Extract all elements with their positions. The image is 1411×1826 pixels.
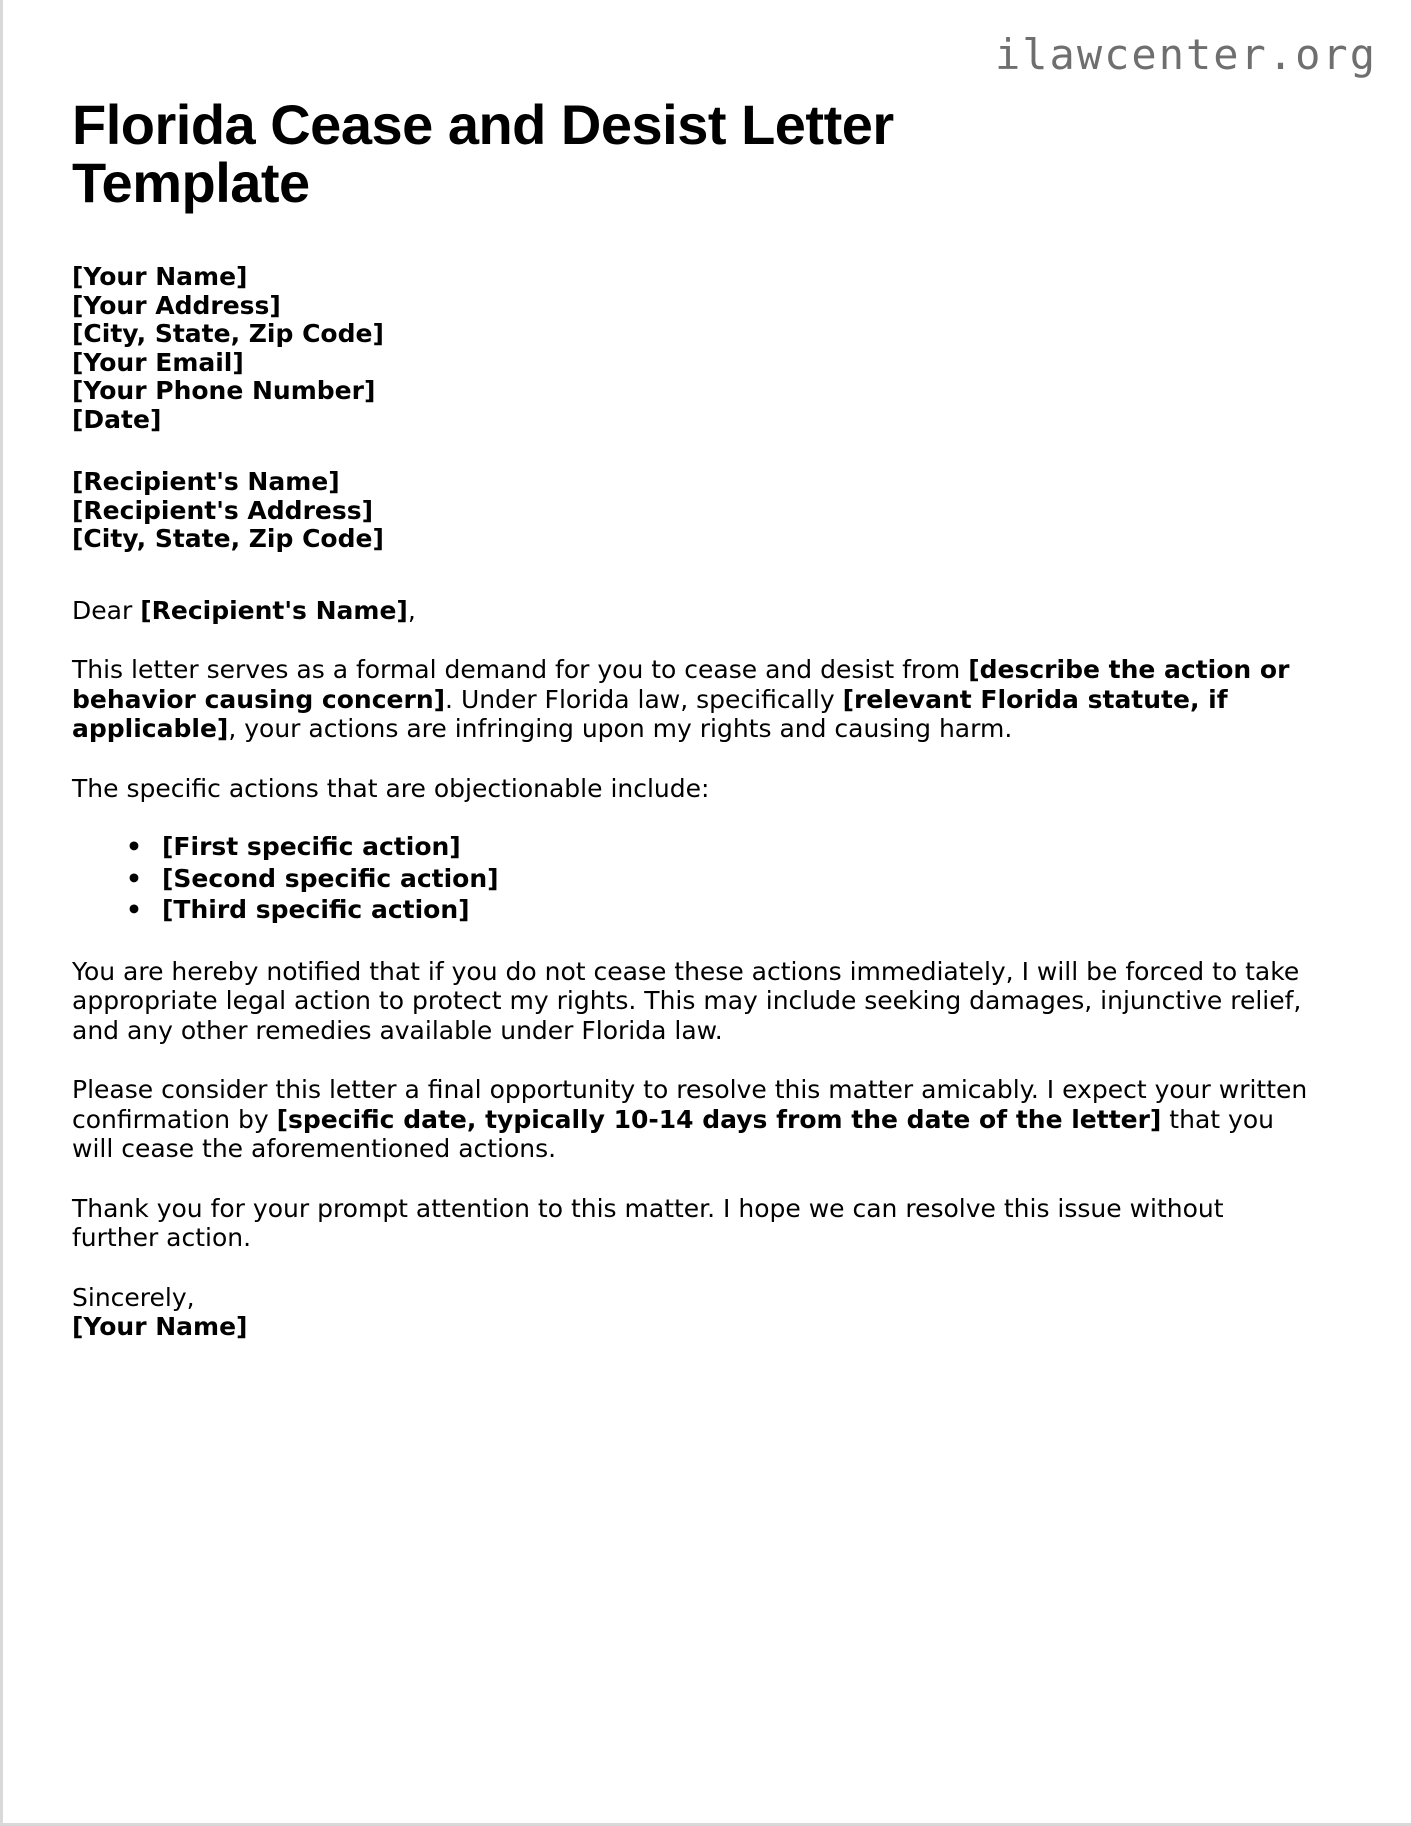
list-item-label: [First specific action] xyxy=(162,832,461,862)
recipient-name: [Recipient's Name] xyxy=(72,467,340,497)
closing-signature-name: [Your Name] xyxy=(72,1312,248,1342)
page-edge-left xyxy=(0,0,3,1826)
paragraph-deadline xyxy=(72,1075,1312,1164)
document-body xyxy=(72,93,1312,1342)
sender-address-block xyxy=(72,263,1312,434)
sender-name: [Your Name] xyxy=(72,262,248,292)
recipient-address-block xyxy=(72,468,1312,554)
sender-email: [Your Email] xyxy=(72,347,244,377)
bullet-icon: • xyxy=(126,863,142,893)
demand-statute-placeholder: [relevant Florida statute, if applicable] xyxy=(72,684,1228,744)
salutation-prefix: Dear xyxy=(72,595,141,625)
demand-text-part-2: . Under Florida law, specifically xyxy=(445,684,843,714)
list-item xyxy=(126,865,1312,894)
recipient-street: [Recipient's Address] xyxy=(72,495,374,525)
objectionable-actions-list xyxy=(72,833,1312,925)
list-item xyxy=(126,833,1312,862)
closing-salutation: Sincerely, xyxy=(72,1282,195,1312)
list-item xyxy=(126,896,1312,925)
page-title: Florida Cease and Desist Letter Template xyxy=(72,93,894,214)
sender-phone: [Your Phone Number] xyxy=(72,376,376,406)
closing-block xyxy=(72,1283,1312,1342)
salutation-recipient-placeholder: [Recipient's Name] xyxy=(140,595,408,625)
deadline-date-placeholder: [specific date, typically 10-14 days from the date of the letter] xyxy=(276,1104,1162,1134)
paragraph-demand xyxy=(72,655,1312,744)
sender-city-state-zip: [City, State, Zip Code] xyxy=(72,319,384,349)
demand-text-part-1: This letter serves as a formal demand for you to cease and desist from xyxy=(72,655,969,685)
letter-date: [Date] xyxy=(72,404,162,434)
salutation-line xyxy=(72,596,1312,626)
list-item-label: [Third specific action] xyxy=(162,895,470,925)
demand-text-part-3: , your actions are infringing upon my rights and causing harm. xyxy=(228,714,1013,744)
deadline-text-part-1: Please consider this letter a final opportunity to resolve this matter amicably. I expect your written confirmation by xyxy=(72,1075,1308,1134)
list-item-label: [Second specific action] xyxy=(162,863,499,893)
sender-street: [Your Address] xyxy=(72,290,281,320)
paragraph-notice: You are hereby notified that if you do not cease these actions immediately, I will be forced to take appropriate legal action to protect my rights. This may include seeking damages, injunctive relief, and any other remedies available under Florida law. xyxy=(72,956,1302,1045)
recipient-city-state-zip: [City, State, Zip Code] xyxy=(72,524,384,554)
salutation-suffix: , xyxy=(407,595,416,625)
paragraph-thanks: Thank you for your prompt attention to this matter. I hope we can resolve this issue without further action. xyxy=(72,1193,1224,1253)
demand-action-placeholder: [describe the action or behavior causing concern] xyxy=(72,655,1290,714)
site-watermark: ilawcenter.org xyxy=(994,30,1377,79)
bullet-icon: • xyxy=(126,832,142,862)
deadline-text-part-2: that you will cease the aforementioned actions. xyxy=(72,1104,1274,1164)
bullet-icon: • xyxy=(126,895,142,925)
paragraph-list-intro: The specific actions that are objectionable include: xyxy=(72,773,710,803)
